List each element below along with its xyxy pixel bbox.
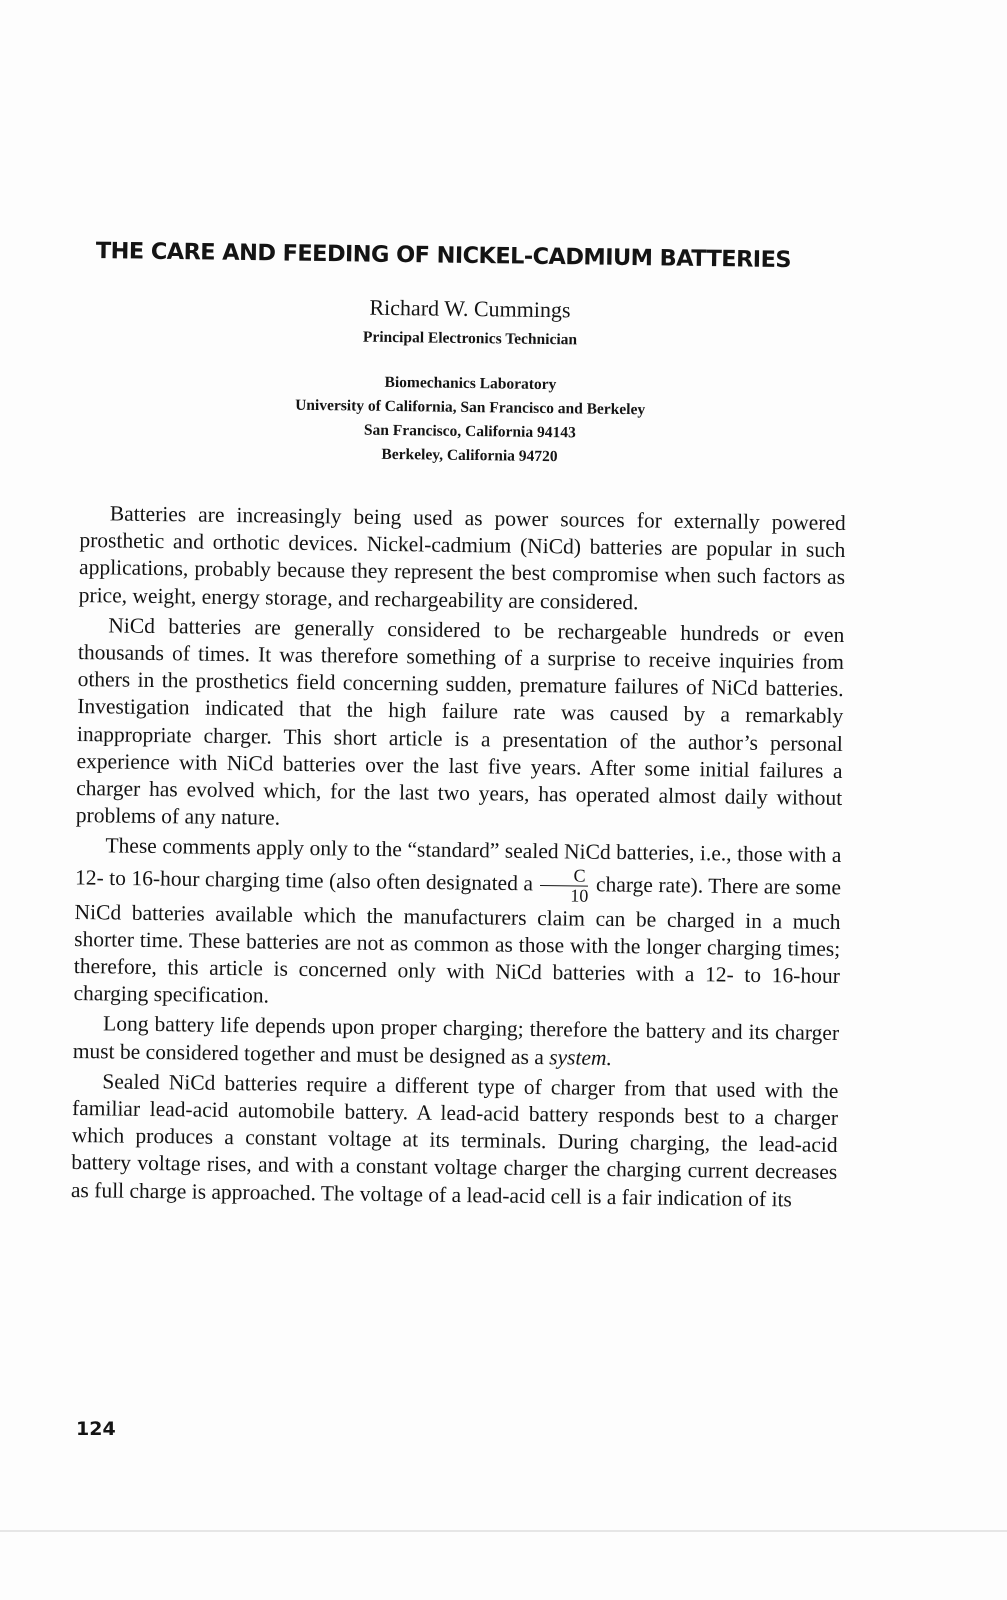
paragraph-5: Sealed NiCd batteries require a different type of charger from that used with the familiar lead-acid automobile battery. A lead-acid battery responds best to a charger which produces a constant voltage at its terminals. During charging, the lead-acid battery voltage rises, and with a constant voltage charger the charging current decreases as full charge is approached. The voltage of a lead-acid cell is a fair indication of its: [70, 1069, 839, 1212]
affiliation-block: [0, 366, 941, 474]
affiliation-lab: Biomechanics Laboratory: [384, 373, 557, 394]
charge-rate-fraction: [540, 866, 589, 906]
author-name: Richard W. Cummings: [369, 294, 571, 323]
affiliation-city-berkeley: Berkeley, California 94720: [381, 445, 558, 466]
fraction-numerator: C: [540, 866, 588, 887]
fraction-denominator: 10: [570, 885, 589, 906]
affiliation-city-sf: San Francisco, California 94143: [363, 421, 576, 442]
paragraph-4: [73, 1010, 840, 1074]
page-number: 124: [76, 1418, 116, 1440]
scan-edge-divider: [0, 1530, 1007, 1532]
paragraph-2: NiCd batteries are generally considered to be rechargeable hundreds or even thousands of times. It was therefore something of a surprise to receive inquiries from others in the prosthetics field concerning sudden, premature failures of NiCd batteries. Investigation indicated that the high failure rate was caused by a remarkably inappropriate charger. This short article is a presentation of the author’s personal experience with NiCd batteries over the last five years. After some initial failures a charger has evolved which, for the last two years, has operated almost daily without problems of any nature.: [75, 613, 845, 830]
paragraph-3: [73, 832, 841, 1017]
article-title: THE CARE AND FEEDING OF NICKEL-CADMIUM BATTERIES: [95, 238, 792, 274]
paragraph-3-end: charge rate). There are some NiCd batteries available which the manufacturers claim can be charged in a much shorter time. These batteries are not as common as those with the longer charging times; therefore, this article is concerned only with NiCd batteries with a 12- to 16-hour charging specification.: [73, 871, 842, 1008]
paragraph-1: Batteries are increasingly being used as power sources for externally powered prosthetic and orthotic devices. Nickel-cadmium (NiCd) batteries are popular in such applications, probably because they represent the best compromise when such factors as price, weight, energy storage, and rechargeability are considered.: [78, 501, 846, 614]
paragraph-3-start: These comments apply only to the “standard” sealed NiCd batteries, i.e., those with a 12- to 16-hour charging time (also often designated a: [74, 833, 842, 896]
affiliation-university: University of California, San Francisco and Berkeley: [295, 396, 646, 419]
paragraph-4-text: Long battery life depends upon proper charging; therefore the battery and its charger must be considered together and must be designed as a: [72, 1011, 840, 1069]
article-body: [71, 500, 846, 1214]
paragraph-4-emphasis: system.: [549, 1044, 613, 1070]
author-role: Principal Electronics Technician: [362, 328, 578, 349]
